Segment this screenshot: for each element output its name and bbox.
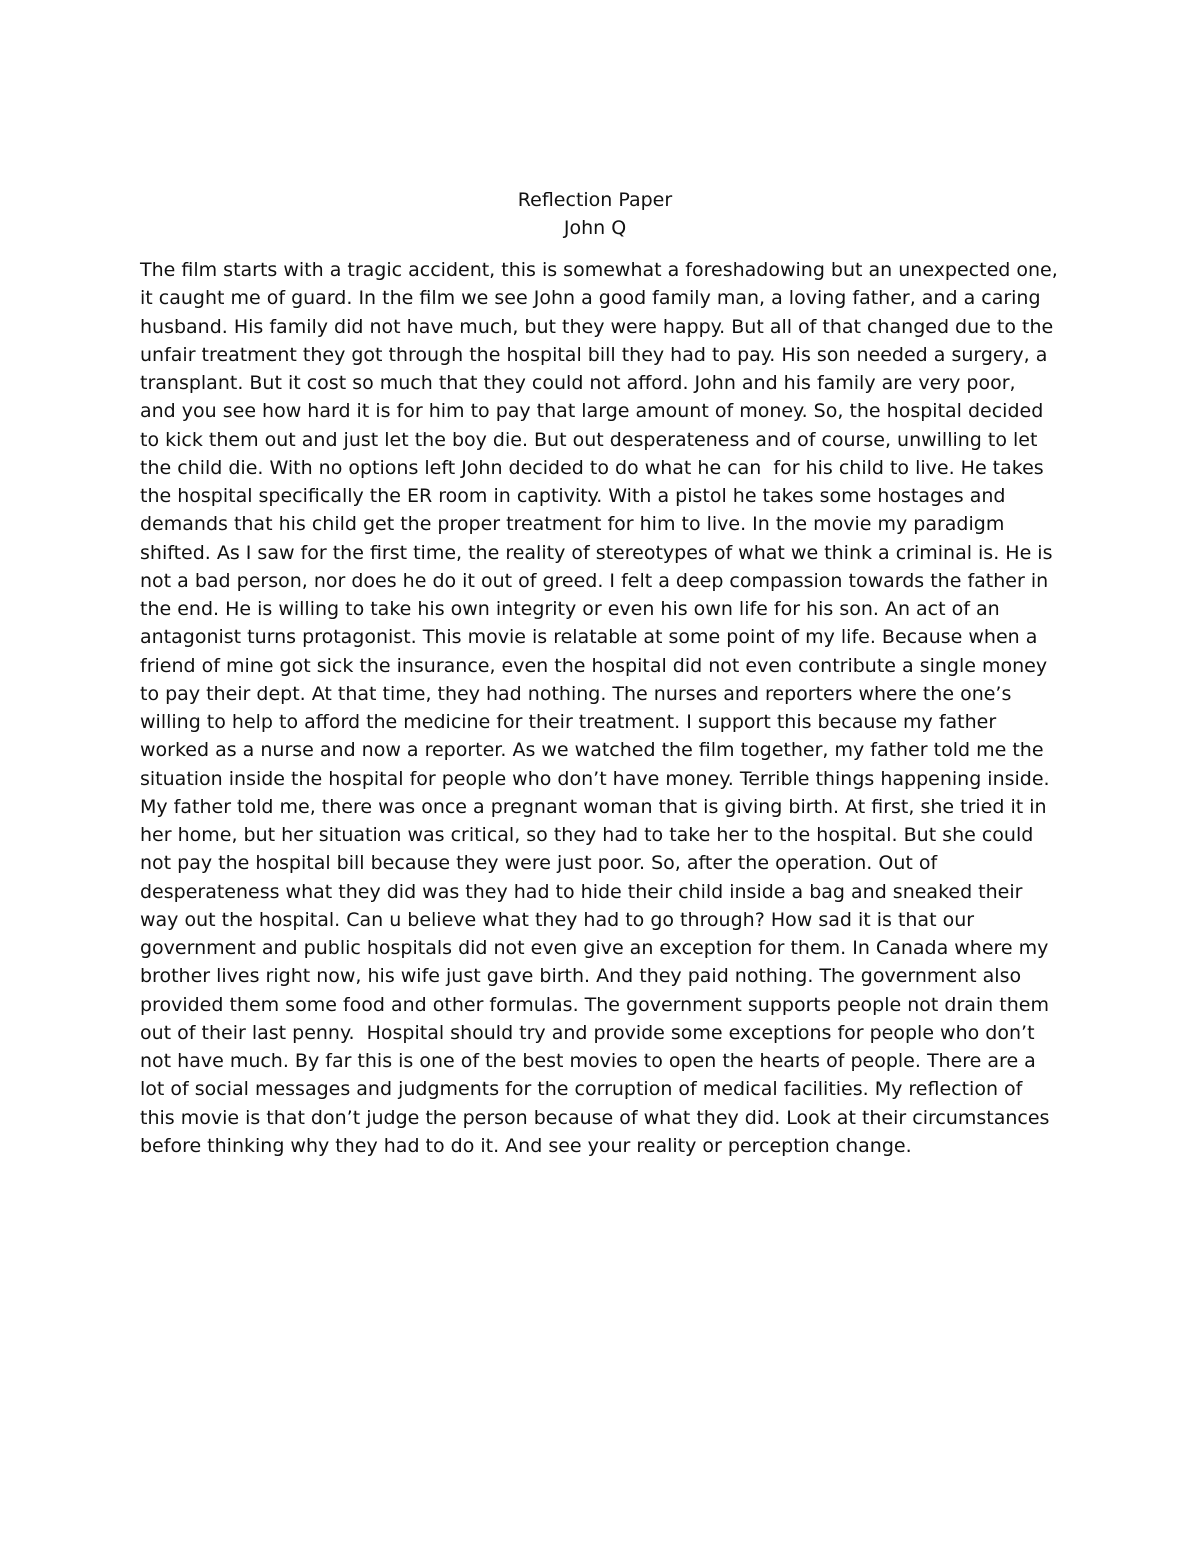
document-subtitle: John Q xyxy=(563,217,627,239)
paragraph-line: to pay their dept. At that time, they had nothing. The nurses and reporters where the one’s xyxy=(140,682,1012,705)
paragraph-line: My father told me, there was once a pregnant woman that is giving birth. At first, she tried it in xyxy=(140,795,1047,818)
paragraph-line: brother lives right now, his wife just gave birth. And they paid nothing. The government also xyxy=(140,965,1022,988)
paragraph-line: desperateness what they did was they had to hide their child inside a bag and sneaked their xyxy=(140,880,1023,903)
paragraph-line: before thinking why they had to do it. And see your reality or perception change. xyxy=(140,1134,912,1157)
paragraph-line: antagonist turns protagonist. This movie is relatable at some point of my life. Because when a xyxy=(140,626,1038,649)
paragraph-line: the hospital specifically the ER room in captivity. With a pistol he takes some hostages and xyxy=(140,485,1006,507)
paragraph-line: situation inside the hospital for people who don’t have money. Terrible things happening inside. xyxy=(140,767,1050,790)
paragraph-line: worked as a nurse and now a reporter. As we watched the film together, my father told me the xyxy=(140,739,1044,762)
paragraph-line: provided them some food and other formulas. The government supports people not drain them xyxy=(140,993,1049,1016)
paragraph-line: willing to help to afford the medicine for their treatment. I support this because my father xyxy=(140,711,997,733)
paragraph-line: way out the hospital. Can u believe what they had to go through? How sad it is that our xyxy=(140,908,975,931)
paragraph-line: shifted. As I saw for the first time, the reality of stereotypes of what we think a criminal is. He is xyxy=(140,541,1053,564)
paragraph-line: government and public hospitals did not even give an exception for them. In Canada where my xyxy=(140,937,1049,959)
body-paragraph xyxy=(140,256,1080,1160)
paragraph-line: this movie is that don’t judge the person because of what they did. Look at their circumstances xyxy=(140,1106,1050,1129)
paragraph-line: not have much. By far this is one of the best movies to open the hearts of people. There are a xyxy=(140,1050,1036,1072)
paragraph-line: her home, but her situation was critical, so they had to take her to the hospital. But she could xyxy=(140,824,1034,846)
paragraph-line: friend of mine got sick the insurance, even the hospital did not even contribute a single money xyxy=(140,654,1048,677)
paragraph-line: unfair treatment they got through the hospital bill they had to pay. His son needed a surgery, a xyxy=(140,343,1048,366)
document-title: Reflection Paper xyxy=(517,189,673,211)
paragraph-line: husband. His family did not have much, but they were happy. But all of that changed due to the xyxy=(140,315,1054,338)
paragraph-line: The film starts with a tragic accident, this is somewhat a foreshadowing but an unexpected one, xyxy=(140,259,1058,281)
paragraph-line: not pay the hospital bill because they were just poor. So, after the operation. Out of xyxy=(140,852,938,875)
paragraph-line: it caught me of guard. In the film we see John a good family man, a loving father, and a caring xyxy=(140,287,1041,310)
paragraph-line: to kick them out and just let the boy die. But out desperateness and of course, unwilling to let xyxy=(140,428,1038,451)
paragraph-line: the end. He is willing to take his own integrity or even his own life for his son. An act of an xyxy=(140,598,1000,620)
paragraph-line: lot of social messages and judgments for the corruption of medical facilities. My reflection of xyxy=(140,1078,1023,1101)
paragraph-line: the child die. With no options left John decided to do what he can for his child to live. He takes xyxy=(140,456,1044,479)
paragraph-line: transplant. But it cost so much that they could not afford. John and his family are very poor, xyxy=(140,372,1016,394)
paragraph-line: not a bad person, nor does he do it out of greed. I felt a deep compassion towards the father in xyxy=(140,569,1049,592)
paragraph-line: out of their last penny. Hospital should try and provide some exceptions for people who don’t xyxy=(140,1021,1035,1044)
paragraph-line: demands that his child get the proper treatment for him to live. In the movie my paradigm xyxy=(140,513,1005,536)
title-block xyxy=(0,186,1190,242)
paragraph-line: and you see how hard it is for him to pay that large amount of money. So, the hospital decided xyxy=(140,400,1044,423)
